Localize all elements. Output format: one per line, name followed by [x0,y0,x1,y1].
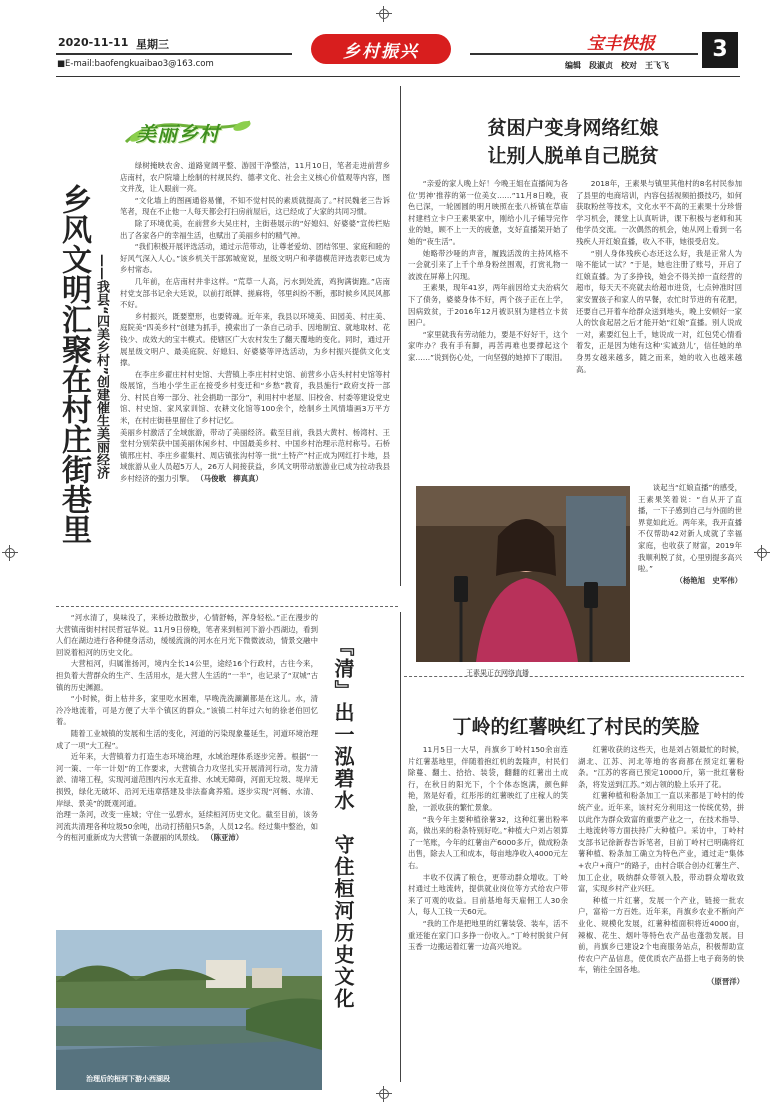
livestream-photo [416,486,630,662]
photo-woman-streaming-image [416,486,630,662]
photo-river-image [56,930,322,1090]
article-beautiful-village [56,82,396,602]
article2-body-col1 [408,178,568,474]
paragraph: 谈起当“红娘直播”的感受，王素果笑着说：“自从开了直播，一下子感到自己与外面的世界竟如此近。两年来，我开直播不仅帮助42对新人成就了幸福家庭，也收获了财富，2019年我顺利脱了贫，心里别提多高兴啦。” [638,483,742,574]
paragraph: 种植一片红薯，发展一个产业，链接一批农户，富裕一方百姓。近年来，肖旗乡农业不断向产业化、规模化发展，红薯种植面积将近4000亩，辣椒、花生、烟叶等特色农产品也蓬勃发展。目前，肖旗乡已建设2个电商服务站点，积极帮助宣传农户产品信息，使优质农产品搭上电子商务的快车，销往全国各地。 [578,895,744,975]
headline-line-1: 贫困户变身网络红娘 [487,117,659,139]
paragraph: “我今年主要种植徐薯32，这种红薯出粉率高，做出来的粉条特别好吃。”种植大户刘占领算了一笔账，今年的红薯亩产6000多斤，做成粉条出售，除去人工和成本，每亩地净收入4000元左右。 [408,814,568,870]
paragraph: 她略带沙哑的声音，履践活泼的主持风格不一会就引来了上千个单身粉丝围观，打赏礼物一波波在屏幕上闪现。 [408,248,568,281]
section-banner [311,34,451,64]
paragraph: 11月5日一大早，肖旗乡丁岭村150余亩连片红薯基地里，伴随着抱红机的轰隆声，村民们除蔓、翻土、拾拾、装袋，翻翻的红薯出土成行，在秋日的阳光下，个个体态饱满，颜色鲜艳，煞是好看，红彤彤的红薯映红了庄稼人的笑脸，一派收获的繁忙景象。 [408,745,568,812]
article-clear-water [56,612,396,1094]
article1-subheadline: ——我县“四美乡村”创建催生美丽经济 [94,254,109,480]
article1-body [120,160,390,485]
article4-byline: （原晋洋） [707,976,744,986]
paragraph: 绿树掩映农舍、道路宽阔平整、游园干净整洁，11月10日，笔者走进前营乡店南村，农户院墙上绘制的村规民约、德孝文化、社会主义核心价值观等内容，图文并茂，让人眼前一亮。 [120,161,390,194]
article2-photo-caption: 王素果正在网络直播 [466,669,529,677]
article4-body-col2 [578,744,744,987]
editor-credit: 编辑 段淑贞 校对 王飞飞 [565,61,669,70]
article3-byline: （陈亚沛） [206,833,244,843]
paragraph: “亲爱的家人晚上好！今晚王姐在直播间为各位‘男神’推荐的第一位美女……”11月8日晚，夜色已深，一轮圆圆的明月映照在张八桥镇在草庙村建档立卡户王素果家中，刚给小儿子辅导完作业的她，顾不上一天的疲惫，支好直播架开始了她的“夜生活”。 [408,179,568,246]
article2-body-col3 [638,482,742,586]
issue-weekday: 星期三 [136,38,169,51]
paragraph: 王素果，现年41岁，两年前因给丈夫治病欠下了债务，婆婆身体不好，两个孩子正在上学，因病致贫，于2016年12月被识别为建档立卡贫困户。 [408,283,568,328]
article2-headline [408,114,738,170]
paragraph: “河水清了，臭味没了，来桥边散散步，心情舒畅，浑身轻松。”正在漫步的大营镇南街村村民哲冠华说。11月9日傍晚，笔者来到桓河下游小西湖边，看到人们在湖边进行各种健身活动，缓缓流淌的河水在月光下微微波动，情景交融中回说着桓河的历史文化。 [56,613,318,657]
article-online-matchmaker [408,82,744,677]
paragraph: 大营桓河，归属淮扬河，境内全长14公里，途经16个行政村，古往今来，担负着大营群众的生产、生活用水，是大营人生活的“一半”，也记录了“双城”古镇的历史渊源。 [56,659,318,692]
article1-byline: （马俊歌 柳真真） [196,474,263,484]
banner-text: 美丽乡村 [136,122,220,146]
river-photo [56,930,322,1090]
section-title: 乡村振兴 [343,41,419,62]
paragraph: 治理一条河，改变一座城；守住一弘碧水，延续桓河历史文化。截至目前，该务河流共清理各种垃圾50余吨，出动打捞船只5条，人员12名。经过集中整治，如今的桓河重新成为大营镇一条靓丽的风景线。 [56,810,318,843]
paragraph: “我们积极开展评选活动，通过示范带动，让尊老爱幼、团结邻里、家庭和睦的好风气深入人心。”该乡机关干部郭城宽说，星级文明户和孝德模范评选表彰已成为乡村常态。 [120,242,390,275]
article3-headline: 『清』出一泓碧水 守住桓河历史文化 [331,636,355,1010]
paragraph: “家里就我有劳动能力，要是不好好干，这个家咋办？我有手有脚，再苦再难也要撑起这个家……”说到伤心处，一向坚强的她掉下了眼泪。 [408,329,568,362]
page-number: 3 [702,32,738,68]
paragraph: 红薯种植和粉条加工一直以来都是丁岭村的传统产业。近年来，该村充分利用这一传统优势，拼以此作为群众致富的重要产业之一，在技术指导、土地流转等方面扶持广大种植户。采访中，丁岭村支部书记徐新春告诉笔者，目前丁岭村已明确将红薯种植、粉条加工确立为特色产业，通过走“集体+农户+商户”的路子，由村合联合创办红薯生产、加工企业，吸纳群众带领入股，带动群众增收致富，实现乡村产业兴旺。 [578,791,744,894]
paragraph: “别人身体残疾心态还这么好，我是正常人为啥不能试一试？”于是，她也注册了账号，开启了红娘直播。为了多挣钱，她会不得关掉一直经营的超市，每天天不亮就去给超市进货，七点钟准时回家安置孩子和家人的早餐，农忙时节进的有花肥，还要自己开着车给群众送到地头，晚上安顿好一家人的饮食起居之后才能开始“红娘”直播。别人说成一对，素要红包上千，她说成一对，红包凭心情看着发，正是因为她有这种‘实诚劲儿’，信任她的单身男女越来越多，随之而来，她的收入也越来越高。 [576,248,742,374]
article3-body [56,612,318,844]
paragraph: “小时候，街上枯井多，家里吃水困难，早晚洗洗涮涮都是在这儿。水，清冷冷地流着，可是方便了大半个镇区的群众。”该镇二村年过六旬的徐老伯回忆着。 [56,694,318,727]
article2-byline: （杨艳旭 史军伟） [675,575,742,585]
paragraph: “文化墙上的图画通俗易懂，不知不觉村民的素质就提高了。”村民魏老三告诉笔者，现在不止他一人每天都会打扫房前屋后，这已经成了大家的共同习惯。 [120,195,390,217]
paragraph: 除了环境优美，在前营乡大吴庄村，主街巷展示的“好媳妇、好婆婆”宣传栏贴出了各家各户的幸福生活，也赋出了美丽乡村的精气神。 [120,218,390,240]
paragraph: 在李庄乡翟庄村村史馆、大营镇上李庄村村史馆、前营乡小店头村村史馆等村级展馆，当地小学生正在接受乡村变迁和“乡愁”教育，我县施行“政府支持一部分、村民自筹一部分、社会捐助一部分”，利用村中老屋、旧校舍、村委等建设党史馆、村史馆、家风家训馆、农耕文化馆等100余个，绘制乡土风情墙画3万平方米，在村庄街巷里留住了乡村记忆。 [120,369,390,426]
article3-photo-caption: 治理后的桓河下游小西湖段 [86,1075,170,1083]
article2-body-col2 [576,178,742,478]
paragraph: 乡村振兴，既要塑形，也要铸魂。近年来，我县以环境美、田园美、村庄美、庭院美“四美乡村”创建为抓手，摸索出了一条自己动手、因地制宜、就地取材、花钱少、成效大的宝丰模式。使辖区广大农村发生了翻天覆地的变化。同时，通过开展星级文明户、最美庭院、好媳妇、好婆婆等评选活动，为乡村振兴提供文化支撑。 [120,311,390,368]
registration-mark [2,545,18,561]
email-address: ■E-mail:baofengkuaibao3@163.com [57,59,214,69]
paragraph: 丰收不仅满了粮仓，更带动群众增收。丁岭村通过土地流转，提供就业岗位等方式给农户带来了可观的收益。目前基地每天雇佣工人30余人，每人工钱一天60元。 [408,872,568,917]
article1-headline: 乡风文明汇聚在村庄街巷里 [56,184,91,544]
paragraph: “我的工作是把地里的红薯装袋、装车，活不重还能在家门口多挣一份收入。”丁岭村脱贫户何玉香一边搬运着红薯一边高兴地说。 [408,918,568,952]
article4-headline: 丁岭的红薯映红了村民的笑脸 [452,716,700,738]
paragraph: 红薯收获的这些天，也是刘占领最忙的时候，湖北、江苏、河北等地的客商都在预定红薯粉条。“江苏的客商已预定10000斤，第一批红薯粉条，将发送到江苏。”刘占领的脸上乐开了花。 [578,745,744,789]
beautiful-village-banner [118,116,258,148]
issue-date: 2020-11-11 [58,36,129,49]
paragraph: 几年前，在店南村井非这样。“荒草一人高，污水到处流，鸡狗满街跑。”店南村党支部书记余大廷说，以前打纸牌、搓麻将，邻里纠纷不断，那时候乡风民风都不好。 [120,276,390,310]
headline-line-2: 让别人脱单自己脱贫 [487,145,659,167]
paragraph: 美丽乡村激活了全域旅游，带动了美丽经济。截至目前，我县大黄村、杨湾村、王堂村分别荣获中国美丽休闲乡村、中国最美乡村、中国乡村治理示范村称号。石桥镇邢庄村、李庄乡翟集村、周店镇张沟村等一批“土特产”村正成为网红打卡地，县域旅游从业人员超5万人，26万人间接获益，乡风文明带动旅游业已成为拉动我县乡村经济的强力引擎。 [120,427,390,484]
paragraph: 随着工业城镇的发展和生活的变化，河道的污染现象蔓延生，河道环境治理成了一项“大工程”。 [56,728,318,750]
registration-mark [754,545,770,561]
page-header [0,0,772,80]
article-sweet-potato [408,684,744,1094]
paragraph: 近年来，大营镇着力打造生态环境治理，水域治理体系逐步完善。根据“一河一策、一年一计划”的工作要求，大营镇合力攻坚扎实开展清河行动，发力清淤、清堵工程，实现河道范围内污水无直排、水域无障碍，河面无垃圾、堤岸无损毁，绿化无破坏、沿河无违章搭建及非法畜禽养殖。逐步实现“河畅、水清、岸绿、景美”的既观河道。 [56,752,318,808]
paper-logo: 宝丰快报 [587,34,655,54]
article4-body-col1 [408,744,568,1084]
paragraph: 2018年，王素果与镇里其他村的8名村民参加了县里的电商培训，内容包括视频拍摄技巧，如何获取粉丝等技术，文化水平不高的王素果十分珍惜学习机会，课堂上认真听讲，课下积极与老师和其他学员交流。一次偶然的机会，她从网上看到一名残疾人开红娘直播，收入不菲，她很受启发。 [576,179,742,246]
